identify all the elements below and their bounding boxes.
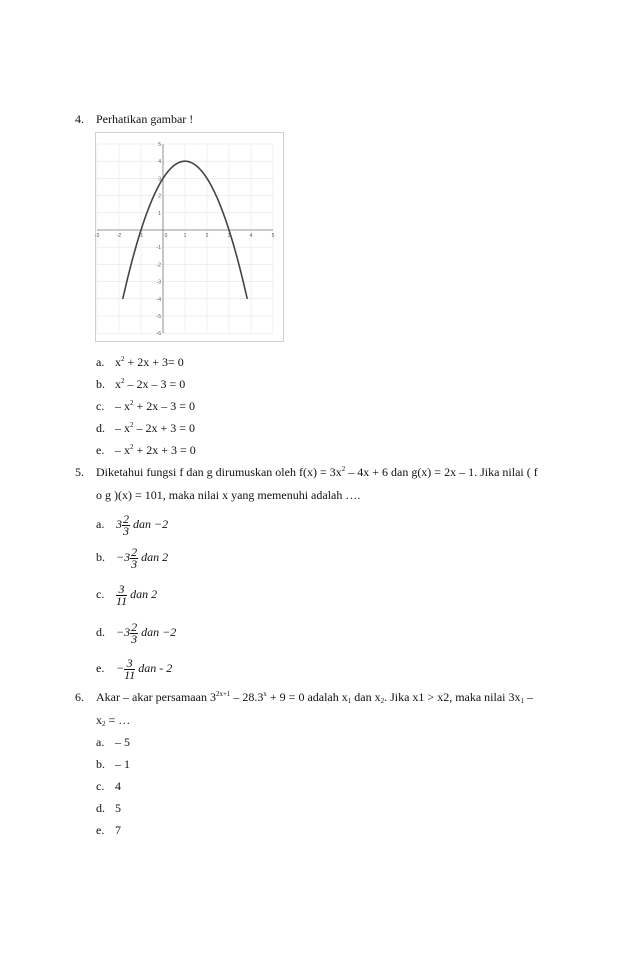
y-tick-label: 2 bbox=[158, 193, 161, 200]
question-number: 5. bbox=[75, 465, 84, 479]
x-tick-label: 1 bbox=[183, 233, 187, 239]
y-tick-label: 1 bbox=[158, 210, 161, 217]
option-d[interactable]: d. 5 bbox=[96, 801, 121, 815]
question-text: Perhatikan gambar ! bbox=[96, 112, 194, 126]
option-a[interactable]: a. $x^2 + 2x + 3= 0$ bbox=[96, 355, 184, 369]
option-b[interactable]: b. −3 $\frac{2}{3}$ dan 2 bbox=[96, 544, 169, 571]
x-tick-label: -3 bbox=[94, 233, 100, 239]
option-d[interactable]: d. −3 $\frac{2}{3}$ dan −2 bbox=[96, 619, 177, 646]
x-tick-label: -1 bbox=[138, 233, 144, 239]
option-c[interactable]: c. $\frac{3}{11}$ dan 2 bbox=[96, 581, 158, 608]
option-b[interactable]: b. $x^2 - 2x - 3 = 0$ bbox=[96, 377, 186, 391]
option-b[interactable]: b. – 1 bbox=[96, 757, 130, 771]
question-text-line2: o g )(x) = 101, maka nilai x yang memenuhi adalah …. bbox=[96, 488, 361, 502]
x-tick-label: 2 bbox=[205, 233, 209, 239]
option-e[interactable]: e. 7 bbox=[96, 823, 121, 837]
option-c[interactable]: c. – $x^2 + 2x - 3 = 0$ bbox=[96, 399, 196, 413]
option-a[interactable]: a. – 5 bbox=[96, 735, 130, 749]
question-number: 6. bbox=[75, 690, 84, 704]
question-text-line1: Diketahui fungsi f dan g dirumuskan oleh $f(x) = 3x^2 - 4x + 6$ dan g(x) = 2x – 1. Jika nilai ( f bbox=[96, 465, 538, 479]
y-tick-label: -2 bbox=[156, 262, 161, 269]
y-tick-labels bbox=[157, 142, 162, 337]
y-tick-label: 4 bbox=[158, 159, 161, 166]
question-text-line1: Akar – akar persamaan $3^{2x+1} - 28.3^x + 9 = 0$ adalah $x_1$ dan $x_2$. Jika x1 > x2, maka nilai $3x_1$ – bbox=[96, 690, 534, 705]
x-tick-label: 3 bbox=[227, 233, 231, 239]
option-a[interactable]: a. 3 $\frac{2}{3}$ dan −2 bbox=[96, 511, 169, 538]
x-tick-label: 0 bbox=[164, 233, 168, 239]
option-c[interactable]: c. 4 bbox=[96, 779, 121, 793]
y-tick-label: -4 bbox=[156, 296, 161, 303]
question-number: 4. bbox=[75, 112, 84, 126]
question-text-line2: $x_2$ = … bbox=[96, 713, 131, 728]
parabola-graph bbox=[95, 132, 284, 342]
y-tick-label: -1 bbox=[156, 245, 161, 252]
graph-svg bbox=[96, 133, 283, 341]
y-tick-label: -3 bbox=[156, 279, 161, 286]
option-d[interactable]: d. – $x^2 - 2x + 3 = 0$ bbox=[96, 421, 196, 435]
x-tick-label: 5 bbox=[271, 233, 275, 239]
y-tick-label: 3 bbox=[158, 176, 161, 183]
y-tick-label: -6 bbox=[156, 331, 161, 338]
y-tick-label: 5 bbox=[158, 142, 161, 148]
x-tick-label: -2 bbox=[116, 233, 122, 239]
option-e[interactable]: e. – $x^2 + 2x + 3 = 0$ bbox=[96, 443, 196, 457]
x-tick-label: 4 bbox=[249, 233, 253, 239]
option-e[interactable]: e. − $\frac{3}{11}$ dan - 2 bbox=[96, 655, 173, 682]
x-tick-labels bbox=[95, 233, 275, 239]
y-tick-label: -5 bbox=[156, 314, 161, 320]
